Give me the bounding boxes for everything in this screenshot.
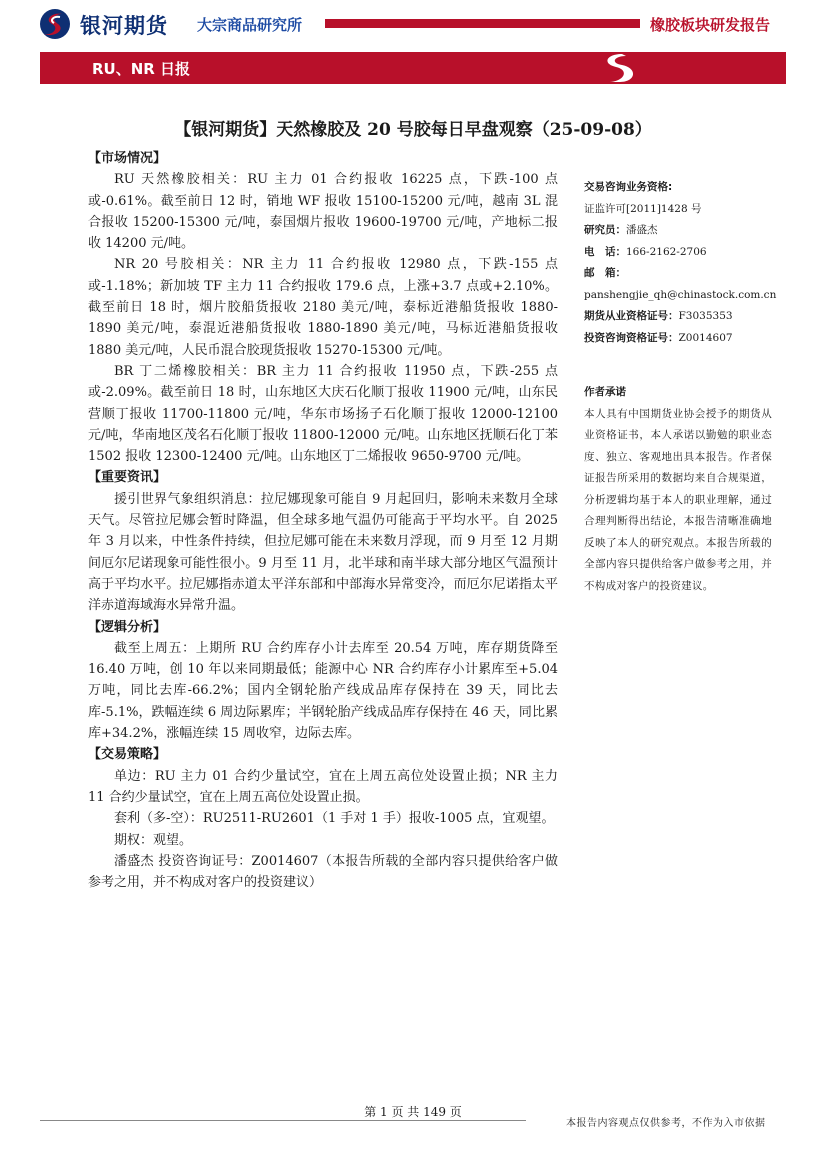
- band-label: RU、NR 日报: [92, 60, 191, 78]
- paragraph-single: 单边：RU 主力 01 合约少量试空，宜在上周五高位处设置止损；NR 主力 11 合约少量试空，宜在上周五高位处设置止损。: [88, 768, 558, 805]
- qualification-label: 交易咨询业务资格:: [584, 181, 673, 193]
- email-value: panshengjie_qh@chinastock.com.cn: [584, 288, 777, 301]
- paragraph-ru: RU 天然橡胶相关：RU 主力 01 合约报收 16225 点，下跌-100 点或-0.61%。截至前日 12 时，销地 WF 报收 15100-15200 元/吨，越南 3L 混合报收 15200-15300 元/吨，泰国烟片报收 19600-19700 元/吨，产地标二报收 14200 元/吨。: [88, 172, 558, 252]
- footer-note: 本报告内容观点仅供参考，不作为入市依据: [566, 1118, 766, 1129]
- futures-cert-label: 期货从业资格证号：: [584, 310, 679, 322]
- author-sidebar: [584, 177, 777, 597]
- institute-name: 大宗商品研究所: [197, 16, 303, 34]
- paragraph-logic: 截至上周五：上期所 RU 合约库存小计去库至 20.54 万吨，库存期货降至 16.40 万吨，创 10 年以来同期最低；能源中心 NR 合约库存小计累库至+5.04 万吨，同比去库-66.2%；国内全钢轮胎产线成品库存保持在 39 天，同比去库-5.1%，跌幅连续 6 周边际累库；半钢轮胎产线成品库存保持在 46 天，同比累库+34.2%，涨幅连续 15 周收窄，边际去库。: [88, 640, 558, 742]
- header-red-bar: [325, 19, 640, 28]
- email-label: 邮 箱：: [584, 267, 626, 279]
- qualification-value: 证监许可[2011]1428 号: [584, 202, 702, 215]
- commitment-body: 本人具有中国期货业协会授予的期货从业资格证书，本人承诺以勤勉的职业态度、独立、客观地出具本报告。作者保证报告所采用的数据均来自合规渠道，分析逻辑均基于本人的职业理解，通过合理判断得出结论，本报告清晰准确地反映了本人的研究观点。本报告所载的全部内容只提供给客户做参考之用，并不构成对客户的投资建议。: [584, 407, 772, 592]
- advisory-cert-value: Z0014607: [678, 331, 733, 344]
- paragraph-options: 期权：观望。: [114, 832, 193, 848]
- paragraph-br: BR 丁二烯橡胶相关：BR 主力 11 合约报收 11950 点，下跌-255 点或-2.09%。截至前日 18 时，山东地区大庆石化顺丁报收 11900 元/吨，山东民营顺丁报收 11700-11800 元/吨，华东市场扬子石化顺丁报收 12000-12100 元/吨，华南地区茂名石化顺丁报收 11800-12000 元/吨。山东地区抚顺石化丁苯 1502 报收 12300-12400 元/吨。山东地区丁二烯报收 9650-9700 元/吨。: [88, 363, 558, 465]
- section-heading-logic: 【逻辑分析】: [88, 619, 167, 635]
- commitment-title: 作者承诺: [584, 386, 626, 398]
- phone-value: 166-2162-2706: [626, 245, 707, 258]
- researcher-label: 研究员：: [584, 224, 626, 236]
- paragraph-nr: NR 20 号胶相关：NR 主力 11 合约报收 12980 点，下跌-155 点或-1.18%；新加坡 TF 主力 11 合约报收 179.6 点，上涨+3.7 点或+2.10%。截至前日 18 时，烟片胶船货报收 2180 美元/吨，泰标近港船货报收 1880-1890 美元/吨，泰混近港船货报收 1880-1890 美元/吨，马标近港船货报收 1880 美元/吨，人民币混合胶现货报收 15270-15300 元/吨。: [88, 257, 558, 358]
- paragraph-arbitrage: 套利（多-空）：RU2511-RU2601（1 手对 1 手）报收-1005 点，宜观望。: [114, 811, 555, 827]
- phone-label: 电 话：: [584, 245, 626, 258]
- report-type: 橡胶板块研发报告: [650, 16, 771, 34]
- section-heading-news: 【重要资讯】: [88, 470, 167, 486]
- report-band: [40, 52, 786, 84]
- paragraph-disclaimer: 潘盛杰 投资咨询证号：Z0014607（本报告所载的全部内容只提供给客户做参考之用，并不构成对客户的投资建议）: [88, 853, 558, 891]
- futures-cert-value: F3035353: [678, 310, 733, 322]
- paragraph-news: 援引世界气象组织消息：拉尼娜现象可能自 9 月起回归，影响未来数月全球天气。尽管拉尼娜会暂时降温，但全球多地气温仍可能高于平均水平。自 2025 年 3 月以来，中性条件持续，但拉尼娜可能在未来数月浮现，而 9 月至 12 月期间厄尔尼诺现象可能性很小。9 月至 11 月，北半球和南半球大部分地区气温预计高于平均水平。拉尼娜指赤道太平洋东部和中部海水异常变冷，而厄尔尼诺指太平洋赤道海域海水异常升温。: [88, 491, 558, 614]
- researcher-value: 潘盛杰: [626, 224, 658, 236]
- page-number: 第 1 页 共 149 页: [364, 1105, 462, 1119]
- galaxy-logo-icon: [38, 8, 72, 40]
- section-heading-market: 【市场情况】: [88, 151, 167, 166]
- footer-divider: [40, 1120, 526, 1121]
- section-heading-strategy: 【交易策略】: [88, 747, 167, 763]
- swoosh-logo-icon: [592, 52, 642, 84]
- advisory-cert-label: 投资咨询资格证号：: [584, 331, 679, 344]
- main-content: [88, 148, 558, 893]
- brand-name: 银河期货: [80, 14, 168, 38]
- report-title: 【银河期货】天然橡胶及 20 号胶每日早盘观察（25-09-08）: [174, 120, 652, 140]
